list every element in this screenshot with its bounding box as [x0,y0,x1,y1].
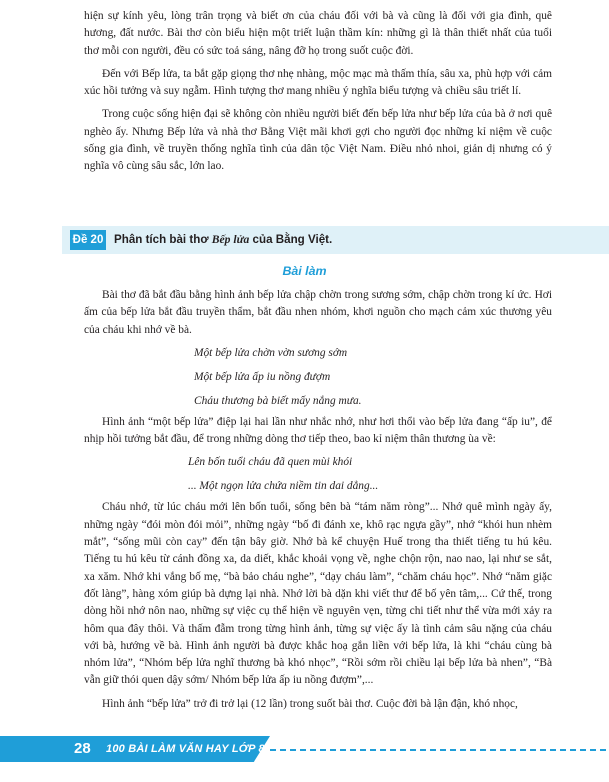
footer-dash-line [270,748,609,752]
poem-line: Cháu thương bà biết mấy nắng mưa. [194,394,362,407]
paragraph-style: Đến với Bếp lửa, ta bắt gặp giọng thơ nhẹ nhàng, mộc mạc mà thấm thía, sâu xa, phù hợp với cảm xúc hồi tưởng và suy ngẫm. Hình tượng thơ mang nhiều ý nghĩa biểu tượng và chiều sâu triết lí. [84,67,552,98]
essay-body [84,287,552,719]
paragraph-memories: Cháu nhớ, từ lúc cháu mới lên bốn tuổi, sống bên bà “tám năm ròng”... Nhớ quê mình ngày ấy, những ngày “đói mòn đói mỏi”, những ngày “bố đi đánh xe, khô rạc ngựa gầy”, nhớ “khói hun nhèm mắt”, “sống mũi còn cay” đến tận bây giờ. Nhớ bà kể chuyện Huế trong tha thiết tiếng tu hú kêu. Tiếng tu hú kêu từ cánh đồng xa, da diết, khắc khoải vọng về, nghe chộn rộn, nao nao, lại như se sắt, xa xăm. Nhớ khi vắng bố mẹ, “bà bảo cháu nghe”, “dạy cháu làm”, “chăm cháu học”. Nhớ “năm giặc đốt làng”, hàng xóm giúp bà dựng lại nhà. Nhớ lời bà dặn khi viết thư để bố yên tâm,... Cứ thế, trong dòng hồi nhớ nôn nao, những sự việc cụ thể hiện về nguyên vẹn, từng chi tiết như thể vừa mới xảy ra hôm qua đây thôi. Và thấm đẫm trong từng hình ảnh, từng sự việc ấy là tình cảm sâu nặng của cháu với bà, hướng về bà. Hình ảnh người bà được khắc hoạ gắn liền với bếp lửa, là khi “cháu cùng bà nhóm lửa”, “Nhóm bếp lửa nghĩ thương bà khó nhọc”, “Rồi sớm rồi chiều lại bếp lửa bà nhen”, “Bà vẫn giữ thói quen dậy sớm/ Nhóm bếp lửa ấp iu nồng đượm”,... [84,501,552,687]
paragraph-mid: Hình ảnh “một bếp lửa” điệp lại hai lần như nhắc nhớ, như hơi thổi vào bếp lửa đang “ấp iu”, để nhịp hồi tưởng bắt đầu, để trong những dòng thơ tiếp theo, bao kỉ niệm thân thương ùa về: [84,415,552,446]
poem-line: ... Một ngọn lửa chứa niềm tin dai dẳng... [188,480,379,493]
exercise-number-badge: Đề 20 [70,230,106,250]
poem-line: Một bếp lửa ấp iu nồng đượm [194,370,331,383]
page-number: 28 [74,740,91,757]
top-section [84,8,552,182]
paragraph-last: Hình ảnh “bếp lửa” trở đi trở lại (12 lần) trong suốt bài thơ. Cuộc đời bà lận đận, khó nhọc, [102,697,518,710]
poem-line: Lên bốn tuổi cháu đã quen mùi khói [188,456,353,469]
paragraph-conclusion: Trong cuộc sống hiện đại sẽ không còn nhiều người biết đến bếp lửa như bếp lửa của bà ở nơi quê nghèo ấy. Nhưng Bếp lửa và nhà thơ Bằng Việt mãi khơi gợi cho người đọc những kỉ niệm về cuộc sống gia đình, về truyền thống nghĩa tình của dân tộc Việt Nam. Điều nhỏ nhoi, giản dị nhưng có ý nghĩa vô cùng sâu sắc, lớn lao. [84,108,552,173]
paragraph-intro: Bài thơ đã bắt đầu bằng hình ảnh bếp lửa chập chờn trong sương sớm, chập chờn trong kí ức. Hơi ấm của bếp lửa bắt đầu truyền thẩm, bắt đầu nhen nhóm, khơi nguồn cho mạch cảm xúc thương yêu của cháu khi nhớ về bà. [84,289,552,336]
book-title: 100 BÀI LÀM VĂN HAY LỚP 8 [106,743,265,755]
paragraph-continued: hiện sự kính yêu, lòng trân trọng và biết ơn của cháu đối với bà và cũng là đối với gia đình, quê hương, đất nước. Bài thơ còn biểu hiện một triết luận thầm kín: những gì là thân thiết nhất của tuổi thơ mỗi con người, đều có sức toả sáng, nâng đỡ họ trong suốt cuộc đời. [84,10,552,57]
section-label-bai-lam: Bài làm [282,264,327,278]
poem-line: Một bếp lửa chờn vờn sương sớm [194,346,348,359]
exercise-title: Phân tích bài thơ Bếp lửa của Bằng Việt. [114,233,333,246]
